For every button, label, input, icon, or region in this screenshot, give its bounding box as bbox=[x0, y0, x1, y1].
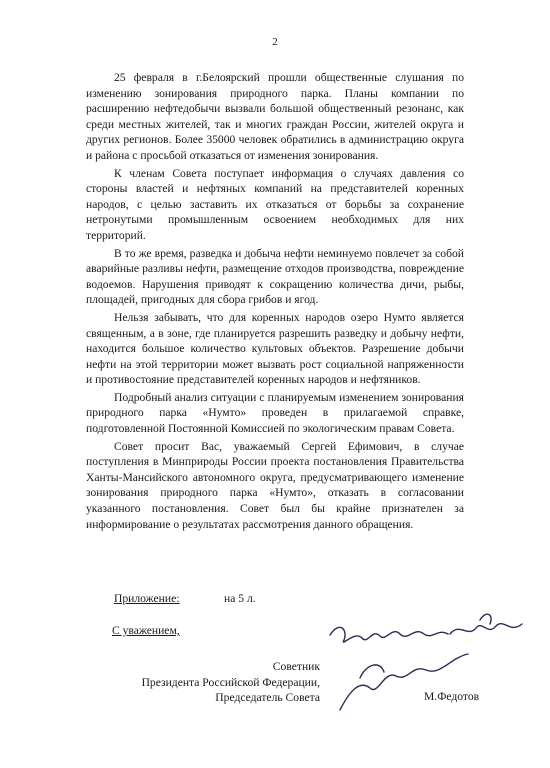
paragraph-hearings: 25 февраля в г.Белоярский прошли общественные слушания по изменению зонирования природного парка. Планы компании по расширению нефтедобычи вызвали большой общественный резонанс, как среди местных жителей, так и многих граждан России, жителей округа и других регионов. Более 35000 человек обратились в администрацию округа и района с просьбой отказаться от изменения зонирования. bbox=[86, 71, 464, 162]
signer-title-line: Председатель Совета bbox=[215, 691, 320, 705]
signer-name: М.Федотов bbox=[424, 690, 480, 703]
closing-salutation: С уважением, bbox=[112, 624, 180, 637]
attachment-value: на 5 л. bbox=[224, 592, 256, 605]
handwritten-signature bbox=[300, 600, 530, 720]
paragraph-pressure: К членам Совета поступает информация о случаях давления со стороны властей и нефтяных компаний на представителей коренных народов, с целью заставить их отказаться от борьбы за сохранение нетронутыми промышленным освоением необходимых для них территорий. bbox=[86, 166, 464, 242]
paragraph-sacred-lake: Нельзя забывать, что для коренных народов озеро Нумто является священным, а в зоне, где планируется разрешить разведку и добычу нефти, находится большое количество культовых объектов. Разрешение добычи нефти на этой территории может вызвать рост социальной напряженности и противостояние представителей коренных народов и нефтяников. bbox=[86, 310, 464, 387]
attachment-line bbox=[114, 592, 256, 605]
page-number: 2 bbox=[272, 36, 278, 48]
paragraph-request: Совет просит Вас, уважаемый Сергей Ефимович, в случае поступления в Минприроды России проекта постановления Правительства Ханты-Мансийского автономного округа, предусматривающего изменение зонирования природного парка «Нумто», отказать в согласовании указанного постановления. Совет был бы крайне признателен за информирование о результатах рассмотрения данного обращения. bbox=[86, 439, 464, 531]
signer-title-line: Президента Российской Федерации, bbox=[141, 675, 320, 689]
paragraph-oil-risks: В то же время, разведка и добыча нефти неминуемо повлечет за собой аварийные разливы нефти, размещение отходов производства, повреждение водоемов. Нарушения приводят к сокращению количества дичи, рыбы, площадей, пригодных для сбора грибов и ягод. bbox=[86, 246, 464, 307]
signer-title-line: Советник bbox=[272, 660, 320, 673]
signer-title-block bbox=[100, 659, 320, 706]
letter-body bbox=[86, 70, 464, 534]
paragraph-analysis: Подробный анализ ситуации с планируемым изменением зонирования природного парка «Нумто» проведен в прилагаемой справке, подготовленной Постоянной Комиссией по экологическим правам Совета. bbox=[86, 390, 464, 436]
attachment-label: Приложение: bbox=[114, 592, 180, 605]
